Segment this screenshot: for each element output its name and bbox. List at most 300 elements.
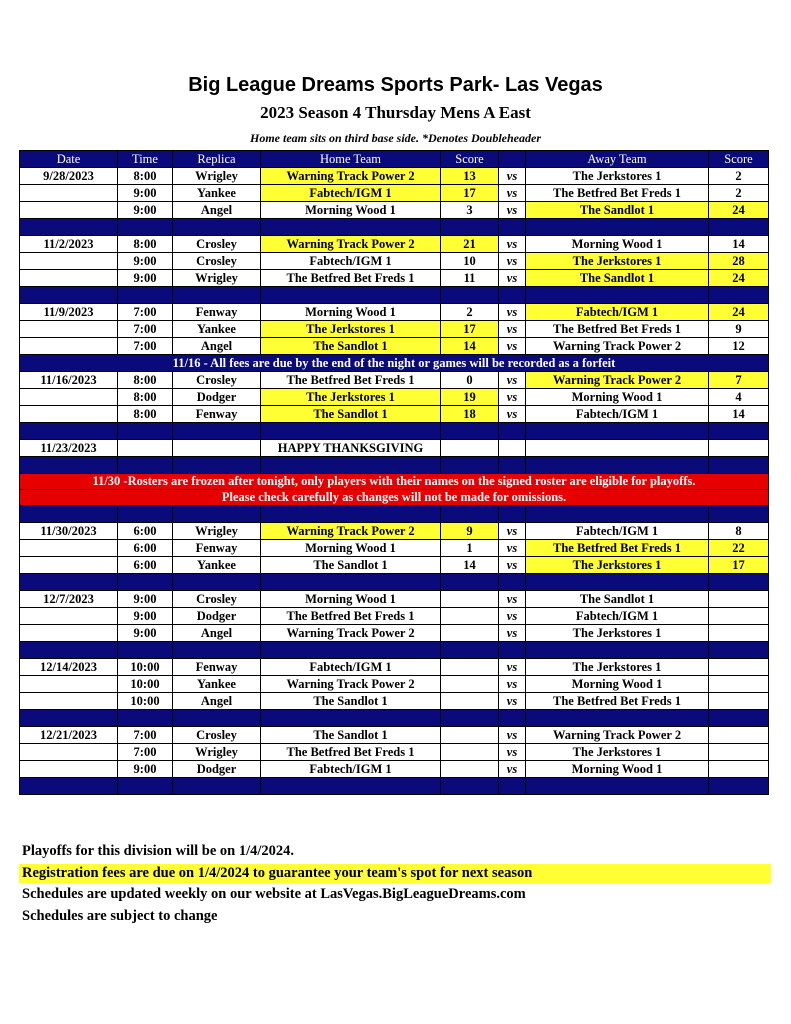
separator-cell — [499, 423, 526, 440]
home-score — [441, 744, 499, 761]
separator-cell — [499, 642, 526, 659]
home-score: 1 — [441, 540, 499, 557]
game-date: 11/23/2023 — [20, 440, 118, 457]
away-team: The Betfred Bet Freds 1 — [526, 693, 709, 710]
away-score: 24 — [709, 270, 769, 287]
separator-cell — [526, 287, 709, 304]
separator-cell — [709, 778, 769, 795]
separator-cell — [20, 710, 118, 727]
separator-cell — [526, 642, 709, 659]
home-team: The Sandlot 1 — [261, 406, 441, 423]
table-row — [20, 372, 769, 389]
game-date: 12/7/2023 — [20, 591, 118, 608]
separator-cell — [173, 710, 261, 727]
game-date: 9/28/2023 — [20, 168, 118, 185]
separator-cell — [118, 710, 173, 727]
game-date — [20, 389, 118, 406]
notice-text: 11/16 - All fees are due by the end of the night or games will be recorded as a forfeit — [20, 355, 769, 372]
separator-cell — [526, 457, 709, 474]
table-row — [20, 676, 769, 693]
vs-label: vs — [499, 727, 526, 744]
separator-row — [20, 710, 769, 727]
game-time: 9:00 — [118, 185, 173, 202]
game-replica: Yankee — [173, 676, 261, 693]
separator-cell — [118, 642, 173, 659]
home-team: Fabtech/IGM 1 — [261, 761, 441, 778]
separator-row — [20, 423, 769, 440]
page-subtitle: 2023 Season 4 Thursday Mens A East — [260, 103, 531, 122]
vs-label: vs — [499, 591, 526, 608]
separator-cell — [709, 457, 769, 474]
game-date — [20, 744, 118, 761]
game-replica: Wrigley — [173, 523, 261, 540]
away-team: Morning Wood 1 — [526, 761, 709, 778]
home-team: Fabtech/IGM 1 — [261, 185, 441, 202]
game-replica: Crosley — [173, 253, 261, 270]
table-row — [20, 659, 769, 676]
game-date — [20, 321, 118, 338]
table-header-row — [20, 151, 769, 168]
away-score — [709, 591, 769, 608]
table-row — [20, 168, 769, 185]
away-score — [709, 744, 769, 761]
game-replica: Dodger — [173, 761, 261, 778]
away-team: Fabtech/IGM 1 — [526, 523, 709, 540]
away-score: 28 — [709, 253, 769, 270]
home-score: 13 — [441, 168, 499, 185]
vs-label: vs — [499, 202, 526, 219]
home-score: 21 — [441, 236, 499, 253]
col-header-date: Date — [20, 151, 118, 168]
game-time: 7:00 — [118, 304, 173, 321]
home-score: 14 — [441, 557, 499, 574]
home-team: Morning Wood 1 — [261, 591, 441, 608]
separator-cell — [20, 574, 118, 591]
home-team: The Sandlot 1 — [261, 338, 441, 355]
away-team: The Jerkstores 1 — [526, 744, 709, 761]
game-time: 9:00 — [118, 591, 173, 608]
away-team: Warning Track Power 2 — [526, 372, 709, 389]
separator-row — [20, 574, 769, 591]
table-row — [20, 270, 769, 287]
game-time: 10:00 — [118, 693, 173, 710]
game-replica: Angel — [173, 693, 261, 710]
vs-label: vs — [499, 761, 526, 778]
home-team: The Jerkstores 1 — [261, 389, 441, 406]
game-replica: Angel — [173, 338, 261, 355]
separator-row — [20, 219, 769, 236]
home-team: Warning Track Power 2 — [261, 523, 441, 540]
game-time: 6:00 — [118, 557, 173, 574]
separator-cell — [261, 574, 441, 591]
vs-label: vs — [499, 372, 526, 389]
col-header-time: Time — [118, 151, 173, 168]
home-team: The Sandlot 1 — [261, 727, 441, 744]
separator-cell — [499, 778, 526, 795]
game-date — [20, 761, 118, 778]
table-row — [20, 185, 769, 202]
vs-label: vs — [499, 304, 526, 321]
schedule-note: Home team sits on third base side. *Denotes Doubleheader — [250, 131, 541, 145]
vs-label: vs — [499, 321, 526, 338]
home-team: The Betfred Bet Freds 1 — [261, 270, 441, 287]
separator-cell — [499, 287, 526, 304]
separator-cell — [20, 457, 118, 474]
game-date: 12/21/2023 — [20, 727, 118, 744]
separator-cell — [173, 287, 261, 304]
game-date — [20, 270, 118, 287]
away-score — [709, 693, 769, 710]
separator-cell — [441, 506, 499, 523]
separator-cell — [118, 506, 173, 523]
game-time: 9:00 — [118, 625, 173, 642]
table-row — [20, 540, 769, 557]
separator-cell — [118, 287, 173, 304]
vs-label — [499, 440, 526, 457]
game-time: 10:00 — [118, 659, 173, 676]
home-score — [441, 676, 499, 693]
away-team: Fabtech/IGM 1 — [526, 406, 709, 423]
home-score: 18 — [441, 406, 499, 423]
game-date — [20, 406, 118, 423]
game-replica: Wrigley — [173, 744, 261, 761]
separator-cell — [441, 423, 499, 440]
game-time: 8:00 — [118, 372, 173, 389]
away-score: 7 — [709, 372, 769, 389]
separator-cell — [20, 219, 118, 236]
game-time: 9:00 — [118, 761, 173, 778]
col-header-away-score: Score — [709, 151, 769, 168]
separator-cell — [173, 219, 261, 236]
game-date — [20, 557, 118, 574]
home-team: The Betfred Bet Freds 1 — [261, 608, 441, 625]
game-time: 6:00 — [118, 540, 173, 557]
table-row — [20, 744, 769, 761]
separator-cell — [118, 457, 173, 474]
game-date — [20, 625, 118, 642]
separator-cell — [118, 423, 173, 440]
away-team — [526, 440, 709, 457]
home-team: The Sandlot 1 — [261, 693, 441, 710]
game-time: 9:00 — [118, 608, 173, 625]
separator-cell — [173, 574, 261, 591]
away-team: Morning Wood 1 — [526, 389, 709, 406]
game-time: 8:00 — [118, 236, 173, 253]
game-date: 11/2/2023 — [20, 236, 118, 253]
away-score — [709, 440, 769, 457]
home-score: 0 — [441, 372, 499, 389]
separator-cell — [499, 506, 526, 523]
away-team: Warning Track Power 2 — [526, 338, 709, 355]
home-score — [441, 625, 499, 642]
vs-label: vs — [499, 540, 526, 557]
separator-cell — [261, 778, 441, 795]
separator-cell — [526, 574, 709, 591]
holiday-row — [20, 440, 769, 457]
away-score — [709, 761, 769, 778]
home-score: 17 — [441, 321, 499, 338]
away-score: 14 — [709, 406, 769, 423]
table-row — [20, 625, 769, 642]
separator-row — [20, 457, 769, 474]
home-score — [441, 591, 499, 608]
game-replica: Crosley — [173, 591, 261, 608]
table-row — [20, 338, 769, 355]
game-date — [20, 185, 118, 202]
away-team: The Betfred Bet Freds 1 — [526, 540, 709, 557]
vs-label: vs — [499, 168, 526, 185]
game-replica: Dodger — [173, 389, 261, 406]
home-score: 10 — [441, 253, 499, 270]
game-replica: Yankee — [173, 185, 261, 202]
game-time: 8:00 — [118, 389, 173, 406]
game-replica: Crosley — [173, 372, 261, 389]
page-title: Big League Dreams Sports Park- Las Vegas — [188, 74, 603, 96]
registration-note: Registration fees are due on 1/4/2024 to guarantee your team's spot for next season — [19, 864, 771, 883]
game-replica: Fenway — [173, 659, 261, 676]
game-time: 8:00 — [118, 168, 173, 185]
away-team: The Betfred Bet Freds 1 — [526, 321, 709, 338]
table-row — [20, 389, 769, 406]
game-replica: Fenway — [173, 540, 261, 557]
home-team: Warning Track Power 2 — [261, 625, 441, 642]
game-date: 11/9/2023 — [20, 304, 118, 321]
away-score — [709, 676, 769, 693]
table-row — [20, 761, 769, 778]
game-replica: Fenway — [173, 406, 261, 423]
separator-cell — [526, 423, 709, 440]
separator-cell — [526, 219, 709, 236]
home-score — [441, 440, 499, 457]
separator-cell — [173, 457, 261, 474]
game-time: 9:00 — [118, 253, 173, 270]
away-team: Warning Track Power 2 — [526, 727, 709, 744]
separator-cell — [20, 506, 118, 523]
separator-cell — [709, 506, 769, 523]
separator-cell — [499, 457, 526, 474]
separator-cell — [526, 778, 709, 795]
table-row — [20, 202, 769, 219]
separator-cell — [499, 219, 526, 236]
home-team: Warning Track Power 2 — [261, 676, 441, 693]
away-score: 2 — [709, 185, 769, 202]
holiday-label: HAPPY THANKSGIVING — [261, 440, 441, 457]
separator-row — [20, 642, 769, 659]
away-team: The Jerkstores 1 — [526, 168, 709, 185]
home-team: Morning Wood 1 — [261, 304, 441, 321]
game-replica: Yankee — [173, 557, 261, 574]
vs-label: vs — [499, 659, 526, 676]
game-time: 6:00 — [118, 523, 173, 540]
game-time: 7:00 — [118, 727, 173, 744]
game-time: 7:00 — [118, 321, 173, 338]
home-score: 11 — [441, 270, 499, 287]
home-score: 19 — [441, 389, 499, 406]
home-team: Warning Track Power 2 — [261, 236, 441, 253]
away-score: 12 — [709, 338, 769, 355]
game-replica: Wrigley — [173, 270, 261, 287]
game-date — [20, 338, 118, 355]
separator-cell — [173, 642, 261, 659]
separator-cell — [709, 423, 769, 440]
separator-cell — [441, 778, 499, 795]
vs-label: vs — [499, 338, 526, 355]
table-row — [20, 253, 769, 270]
separator-cell — [441, 710, 499, 727]
away-team: Morning Wood 1 — [526, 676, 709, 693]
separator-row — [20, 506, 769, 523]
home-team: Warning Track Power 2 — [261, 168, 441, 185]
separator-cell — [173, 506, 261, 523]
away-score: 9 — [709, 321, 769, 338]
game-date — [20, 693, 118, 710]
home-team: The Betfred Bet Freds 1 — [261, 744, 441, 761]
home-team: Morning Wood 1 — [261, 540, 441, 557]
game-time — [118, 440, 173, 457]
away-team: The Sandlot 1 — [526, 591, 709, 608]
website-note: Schedules are updated weekly on our website at LasVegas.BigLeagueDreams.com — [22, 886, 526, 902]
game-date — [20, 253, 118, 270]
vs-label: vs — [499, 406, 526, 423]
separator-cell — [20, 423, 118, 440]
home-score — [441, 761, 499, 778]
vs-label: vs — [499, 185, 526, 202]
home-score: 17 — [441, 185, 499, 202]
separator-cell — [173, 778, 261, 795]
game-replica — [173, 440, 261, 457]
away-score: 24 — [709, 304, 769, 321]
vs-label: vs — [499, 744, 526, 761]
game-replica: Angel — [173, 202, 261, 219]
table-row — [20, 693, 769, 710]
separator-cell — [118, 778, 173, 795]
game-replica: Fenway — [173, 304, 261, 321]
table-row — [20, 321, 769, 338]
col-header-replica: Replica — [173, 151, 261, 168]
away-score — [709, 608, 769, 625]
game-date: 11/30/2023 — [20, 523, 118, 540]
separator-cell — [441, 287, 499, 304]
game-time: 9:00 — [118, 270, 173, 287]
separator-cell — [118, 219, 173, 236]
separator-cell — [709, 287, 769, 304]
vs-label: vs — [499, 676, 526, 693]
separator-row — [20, 778, 769, 795]
separator-cell — [261, 219, 441, 236]
separator-cell — [118, 574, 173, 591]
separator-cell — [709, 574, 769, 591]
col-header-home-score: Score — [441, 151, 499, 168]
table-row — [20, 523, 769, 540]
schedule-table — [19, 150, 769, 795]
game-replica: Yankee — [173, 321, 261, 338]
separator-cell — [709, 710, 769, 727]
game-time: 10:00 — [118, 676, 173, 693]
home-team: Fabtech/IGM 1 — [261, 253, 441, 270]
roster-alert-text: Please check carefully as changes will not be made for omissions. — [20, 490, 769, 506]
home-team: The Jerkstores 1 — [261, 321, 441, 338]
separator-cell — [173, 423, 261, 440]
away-team: The Jerkstores 1 — [526, 659, 709, 676]
away-score: 14 — [709, 236, 769, 253]
game-time: 9:00 — [118, 202, 173, 219]
vs-label: vs — [499, 557, 526, 574]
separator-row — [20, 287, 769, 304]
away-team: The Sandlot 1 — [526, 270, 709, 287]
game-replica: Crosley — [173, 236, 261, 253]
table-row — [20, 727, 769, 744]
game-replica: Angel — [173, 625, 261, 642]
vs-label: vs — [499, 625, 526, 642]
separator-cell — [709, 219, 769, 236]
home-score — [441, 693, 499, 710]
separator-cell — [261, 423, 441, 440]
away-team: Fabtech/IGM 1 — [526, 608, 709, 625]
home-team: The Betfred Bet Freds 1 — [261, 372, 441, 389]
vs-label: vs — [499, 608, 526, 625]
home-score: 3 — [441, 202, 499, 219]
separator-cell — [261, 457, 441, 474]
away-team: The Sandlot 1 — [526, 202, 709, 219]
away-score — [709, 625, 769, 642]
away-score: 2 — [709, 168, 769, 185]
notice-row — [20, 355, 769, 372]
game-time: 7:00 — [118, 744, 173, 761]
separator-cell — [20, 778, 118, 795]
away-team: The Jerkstores 1 — [526, 253, 709, 270]
vs-label: vs — [499, 253, 526, 270]
game-date: 11/16/2023 — [20, 372, 118, 389]
away-team: The Betfred Bet Freds 1 — [526, 185, 709, 202]
separator-cell — [261, 710, 441, 727]
separator-cell — [526, 506, 709, 523]
vs-label: vs — [499, 236, 526, 253]
game-replica: Crosley — [173, 727, 261, 744]
separator-cell — [441, 642, 499, 659]
vs-label: vs — [499, 389, 526, 406]
separator-cell — [709, 642, 769, 659]
game-date — [20, 540, 118, 557]
col-header-vs — [499, 151, 526, 168]
separator-cell — [20, 287, 118, 304]
game-time: 8:00 — [118, 406, 173, 423]
col-header-home-team: Home Team — [261, 151, 441, 168]
home-score — [441, 659, 499, 676]
separator-cell — [499, 574, 526, 591]
game-date — [20, 202, 118, 219]
separator-cell — [441, 457, 499, 474]
roster-alert-row — [20, 490, 769, 506]
away-team: The Jerkstores 1 — [526, 625, 709, 642]
vs-label: vs — [499, 270, 526, 287]
table-row — [20, 591, 769, 608]
roster-alert-text: 11/30 -Rosters are frozen after tonight, only players with their names on the signed roster are eligible for playoffs. — [20, 474, 769, 490]
away-score: 8 — [709, 523, 769, 540]
schedule-body — [20, 168, 769, 795]
away-score: 22 — [709, 540, 769, 557]
change-note: Schedules are subject to change — [22, 908, 218, 924]
table-row — [20, 304, 769, 321]
table-row — [20, 406, 769, 423]
table-row — [20, 236, 769, 253]
game-replica: Dodger — [173, 608, 261, 625]
home-score: 14 — [441, 338, 499, 355]
table-row — [20, 608, 769, 625]
separator-cell — [20, 642, 118, 659]
vs-label: vs — [499, 693, 526, 710]
separator-cell — [441, 574, 499, 591]
away-score — [709, 659, 769, 676]
